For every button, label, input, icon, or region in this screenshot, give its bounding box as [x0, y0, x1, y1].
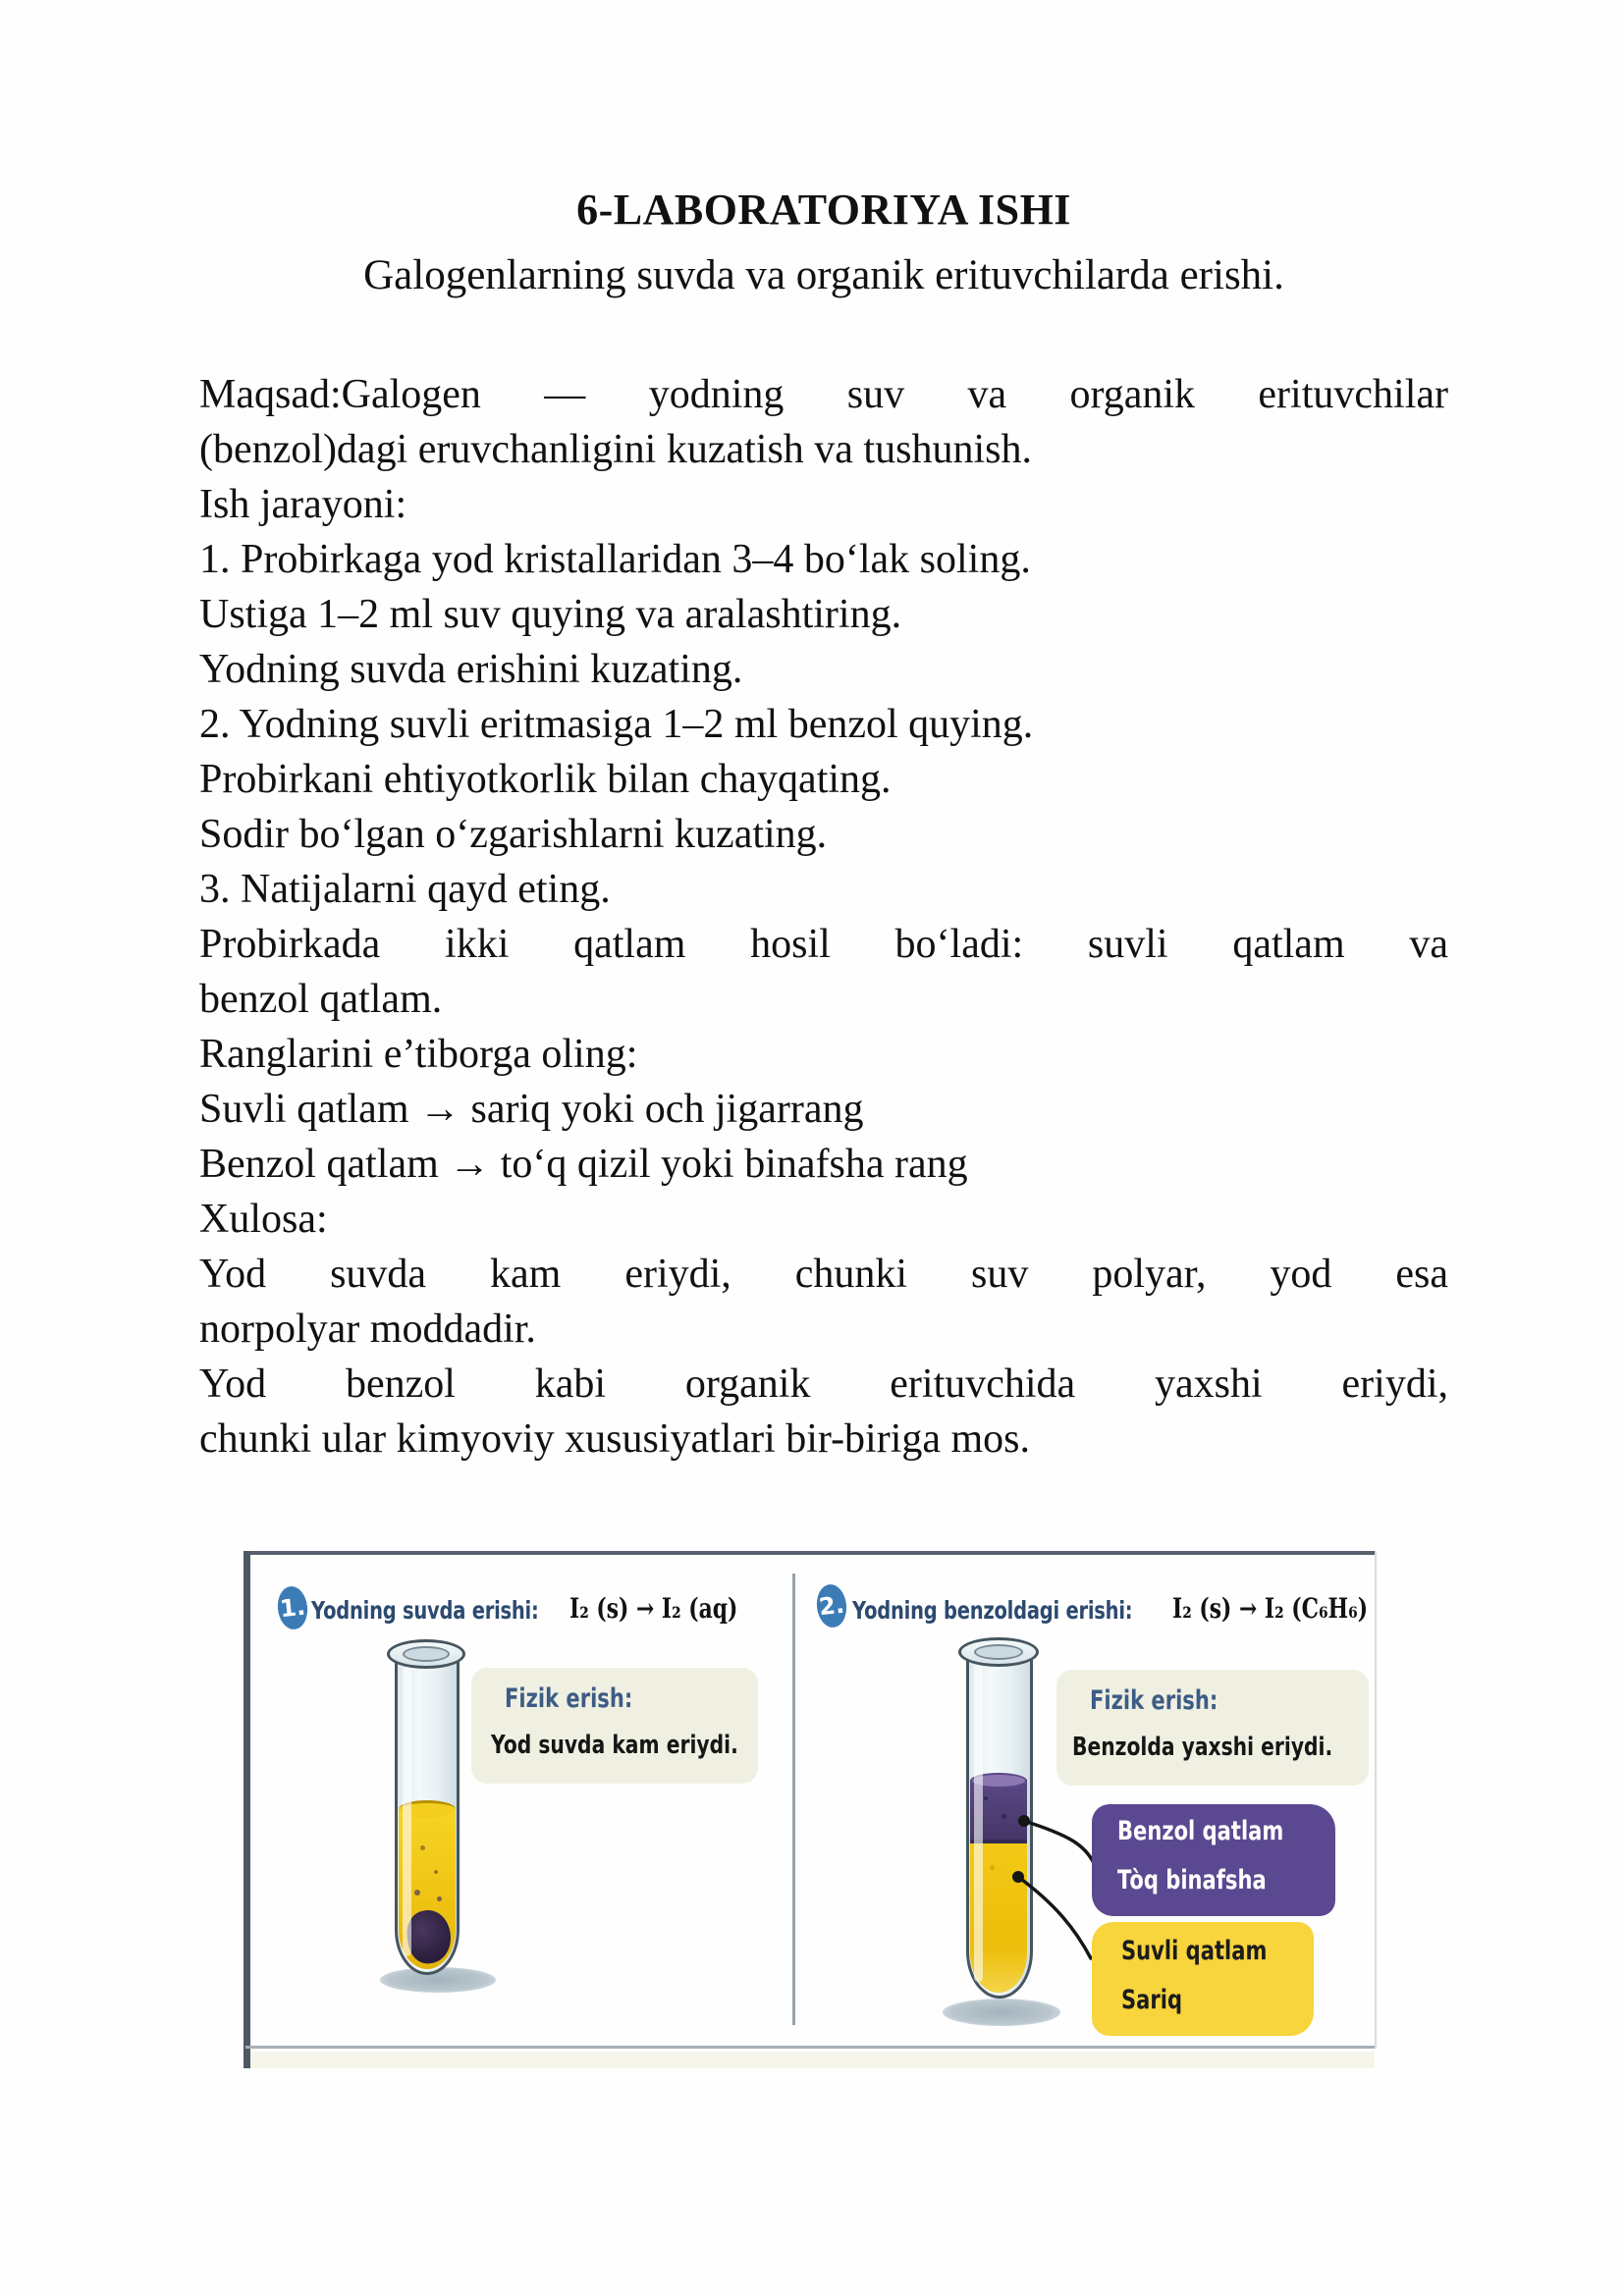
figure-bottom-strip	[250, 2052, 1375, 2068]
suvli-label-line1: Suvli qatlam	[1121, 1936, 1268, 1966]
body-line: Ustiga 1–2 ml suv quying va aralashtiring.	[199, 592, 902, 637]
body-line: Yod suvda kam eriydi, chunki suv polyar, yod esa	[199, 1252, 1448, 1297]
body-line: Maqsad:Galogen — yodning suv va organik erituvchilar	[199, 372, 1448, 417]
benzol-arrow-curve	[1024, 1821, 1094, 1863]
body-line: Sodir bo‘lgan o‘zgarishlarni kuzating.	[199, 812, 828, 857]
panel1-number-badge: 1.	[276, 1585, 309, 1631]
body-line: Yod benzol kabi organik erituvchida yaxshi eriydi,	[199, 1362, 1448, 1407]
body-line: Probirkani ehtiyotkorlik bilan chayqating.	[199, 757, 892, 802]
benzol-layer-label	[1092, 1804, 1335, 1916]
panel2-formula: I₂ (s) → I₂ (C₆H₆)	[1172, 1592, 1369, 1625]
body-line: benzol qatlam.	[199, 977, 443, 1022]
panel1-formula: I₂ (s) → I₂ (aq)	[569, 1592, 738, 1625]
body-line: Yodning suvda erishini kuzating.	[199, 647, 743, 692]
panel1-note-title: Fizik erish:	[505, 1683, 633, 1714]
page-subtitle: Galogenlarning suvda va organik erituvchilarda erishi.	[363, 252, 1284, 298]
benzol-label-line2: Tòq binafsha	[1117, 1865, 1267, 1896]
suvli-label-line2: Sariq	[1121, 1985, 1183, 2015]
body-line: 3. Natijalarni qayd eting.	[199, 867, 611, 912]
body-line: Xulosa:	[199, 1197, 328, 1242]
body-line: Ranglarini e’tiborga oling:	[199, 1032, 638, 1077]
body-line: norpolyar moddadir.	[199, 1307, 536, 1352]
panel1-heading: Yodning suvda erishi:	[311, 1596, 539, 1625]
body-line: Ish jarayoni:	[199, 482, 407, 527]
body-line: 1. Probirkaga yod kristallaridan 3–4 bo‘lak soling.	[199, 537, 1031, 582]
benzol-label-line1: Benzol qatlam	[1117, 1816, 1284, 1846]
panel1-note-body: Yod suvda kam eriydi.	[491, 1731, 738, 1760]
body-line: Benzol qatlam → to‘q qizil yoki binafsha rang	[199, 1142, 968, 1187]
body-text	[199, 367, 1448, 1467]
page-title: 6-LABORATORIYA ISHI	[576, 186, 1071, 234]
lab-illustration	[245, 1551, 1377, 2071]
body-line: 2. Yodning suvli eritmasiga 1–2 ml benzol quying.	[199, 702, 1034, 747]
panel2-heading: Yodning benzoldagi erishi:	[852, 1596, 1133, 1625]
suvli-layer-label	[1092, 1922, 1314, 2036]
panel2-number-badge: 2.	[815, 1583, 848, 1629]
body-line: chunki ular kimyoviy xususiyatlari bir-biriga mos.	[199, 1416, 1031, 1462]
panel2-note-title: Fizik erish:	[1090, 1685, 1218, 1716]
body-line: Probirkada ikki qatlam hosil bo‘ladi: suvli qatlam va	[199, 922, 1448, 967]
body-line: Suvli qatlam → sariq yoki och jigarrang	[199, 1087, 864, 1132]
body-line: (benzol)dagi eruvchanligini kuzatish va tushunish.	[199, 427, 1032, 472]
panel2-note-body: Benzolda yaxshi eriydi.	[1072, 1733, 1333, 1762]
suvli-arrow-curve	[1018, 1877, 1091, 1958]
